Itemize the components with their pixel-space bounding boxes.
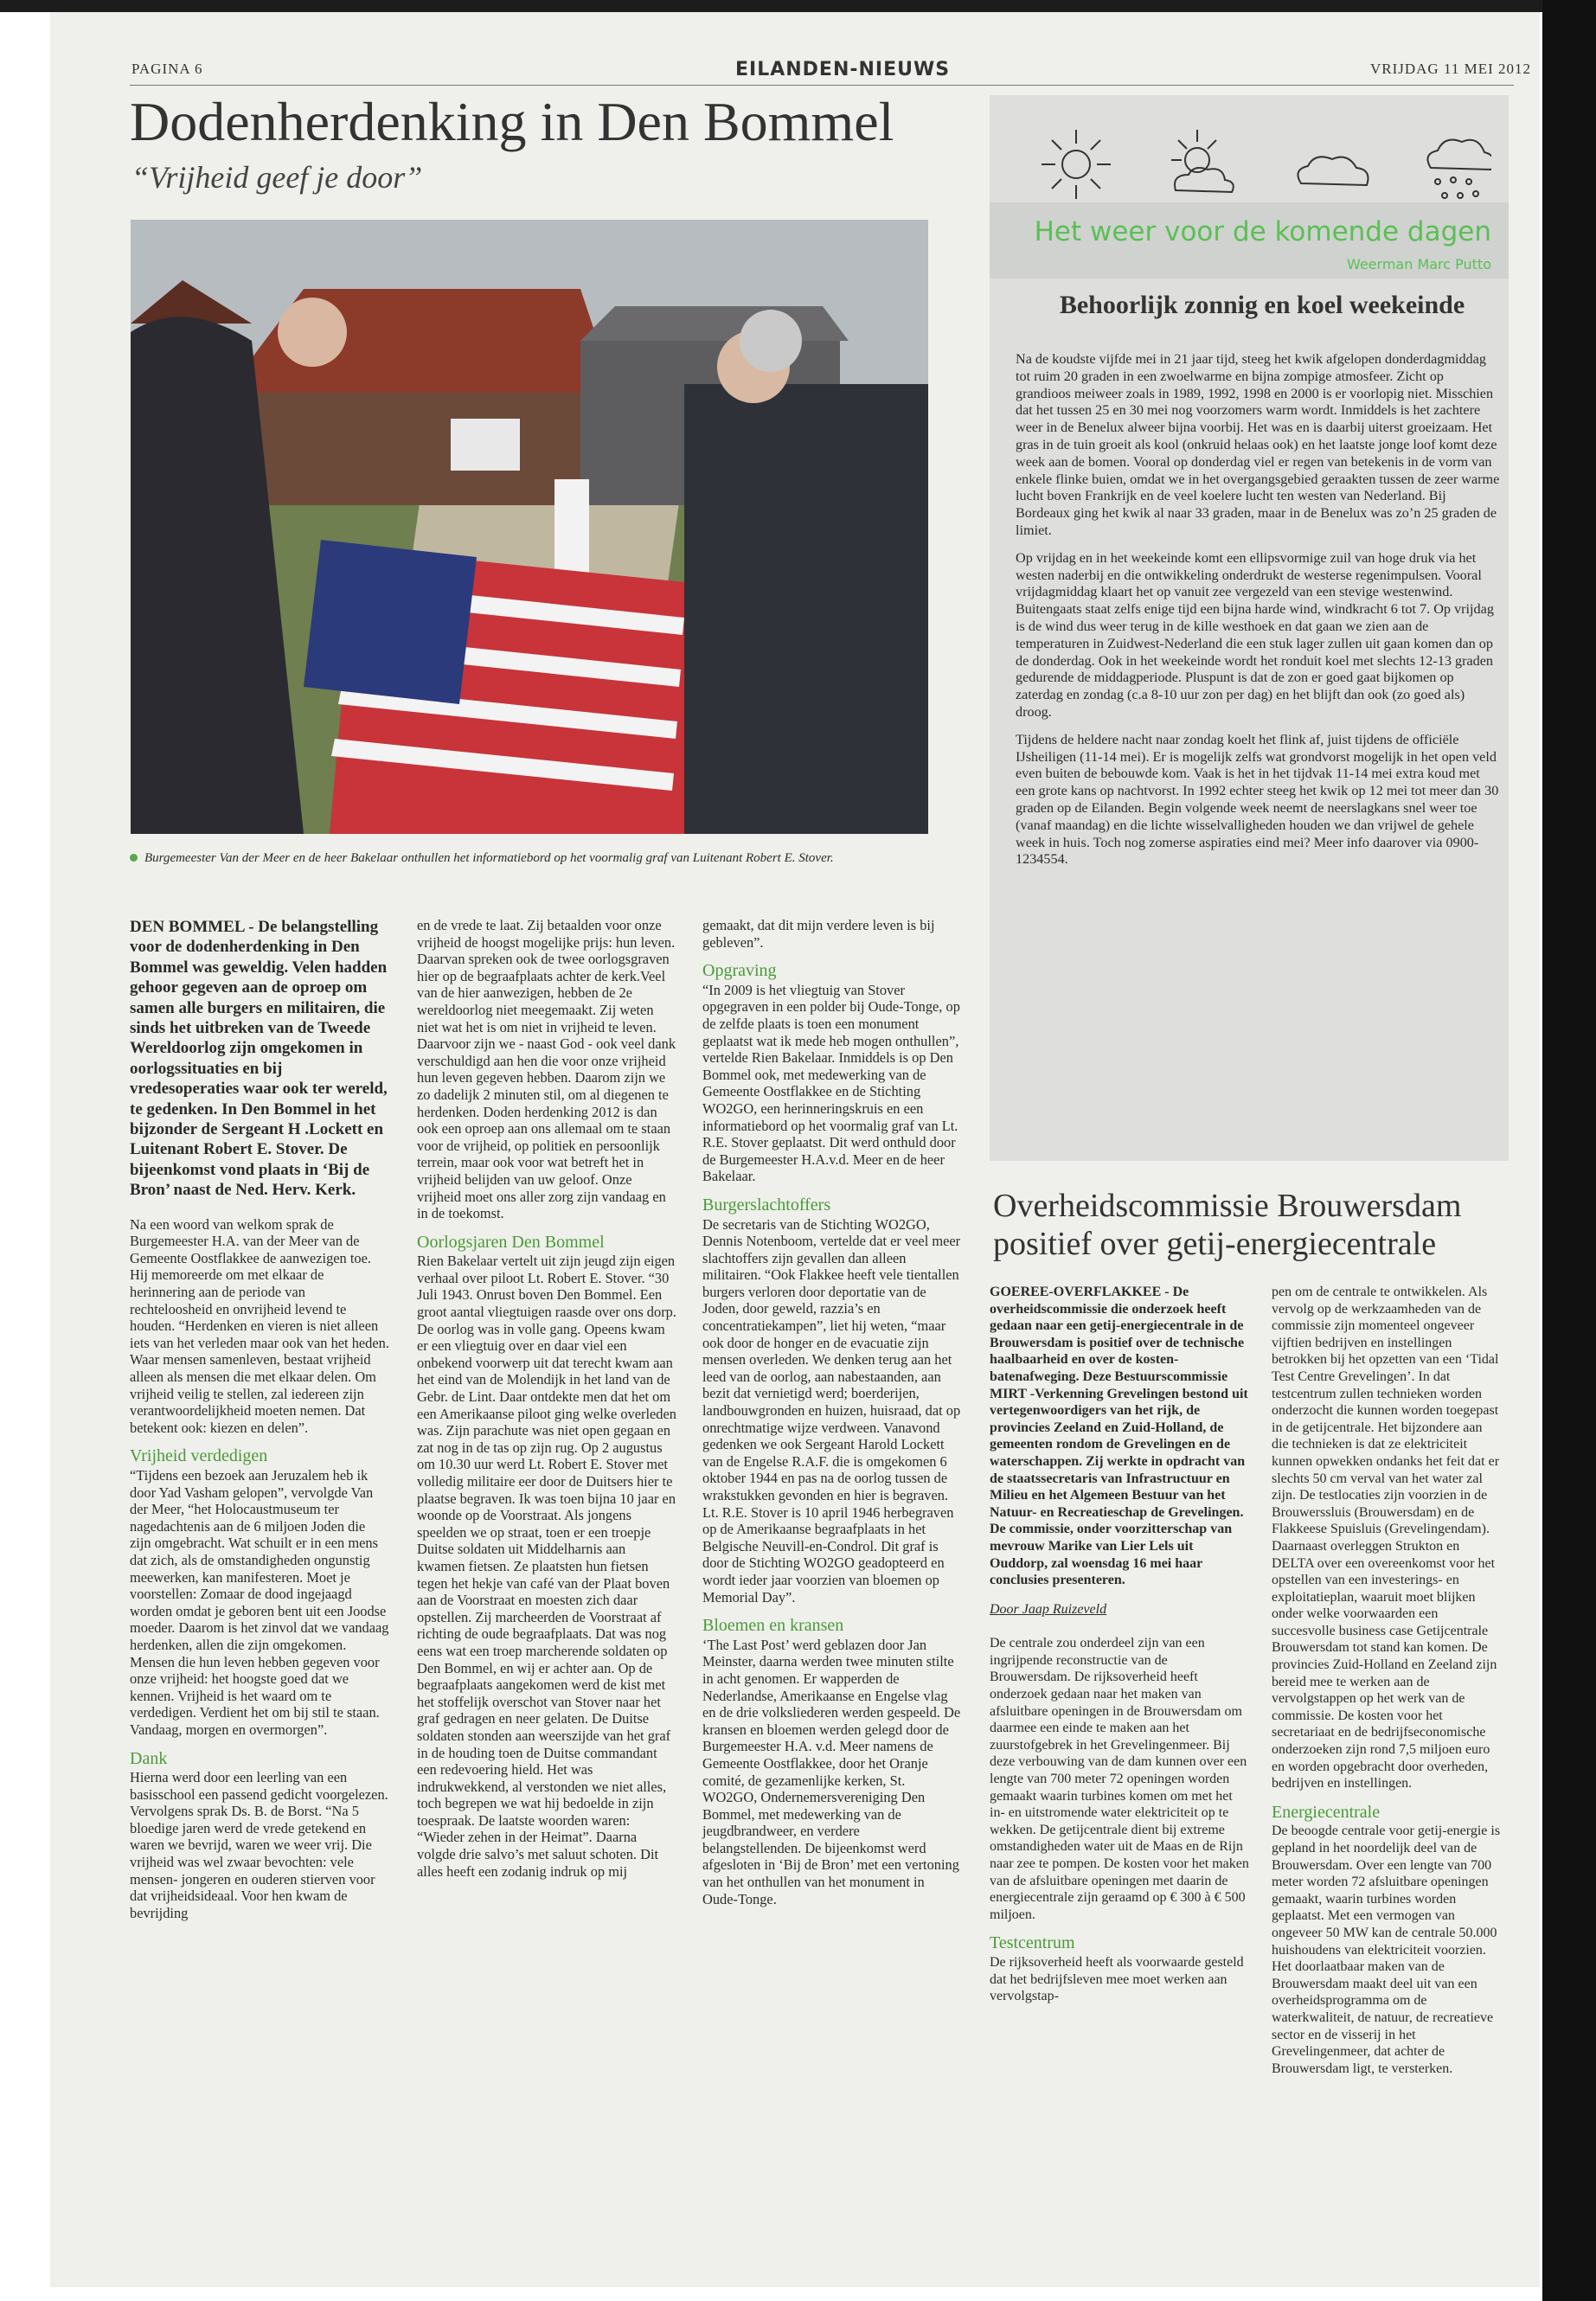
paragraph: en de vrede te laat. Zij betaalden voor onze vrijheid de hoogst mogelijke prijs: hun leven. Daarvan spreken ook de twee oorlogsgraven hier op de begraafplaats achter de kerk.Veel van de hier aanwezigen, hebben de 2e wereldoorlog niet meegemaakt. Zij weten niet wat het is om niet in vrijheid te leven. Daarvoor zijn we - naast God - ook veel dank verschuldigd aan hen die voor onze vrijheid hun leven gegeven hebben. Daarom zijn we zo dadelijk 2 minuten stil, om al diegenen te herdenken. Doden herdenking 2012 is dan ook een oproep aan ons allemaal om te staan voor de vrijheid, op politiek en persoonlijk terrein, maar ook voor wat betreft het in vrijheid belijden van uw geloof. Onze vrijheid moet ons aller zorg zijn vandaag en in de toekomst.	[417, 917, 676, 1222]
subheading: Testcentrum	[990, 1933, 1075, 1953]
article-column	[1272, 1284, 1502, 2077]
article-lead: GOEREE-OVERFLAKKEE - De overheidscommissie die onderzoek heeft gedaan naar een getij-energiecentrale in de Brouwersdam is positief over de technische haalbaarheid en over de kosten-batenafweging. Deze Bestuurscommissie MIRT -Verkenning Grevelingen bestond uit vertegenwoordigers van het rijk, de provincies Zeeland en Zuid-Holland, de gemeenten rondom de Grevelingen en de waterschappen. Zij werkte in opdracht van de staatssecretaris van Infrastructuur en Milieu en het Algemeen Bestuur van het Natuur- en Recreatieschap de Grevelingen. De commissie, onder voorzitterschap van mevrouw Marike van Lier Lels uit Ouddorp, zal woensdag 16 mei haar conclusies presenteren.	[990, 1285, 1248, 1588]
caption-text: Burgemeester Van der Meer en de heer Bakelaar onthullen het informatiebord op het voormalig graf van Luitenant Robert E. Stover.	[144, 851, 834, 865]
byline: Door Jaap Ruizeveld	[990, 1601, 1107, 1617]
subheading: Opgraving	[702, 961, 777, 981]
article-column	[130, 917, 389, 1921]
photo-caption	[130, 849, 934, 867]
paragraph: Na een woord van welkom sprak de Burgemeester H.A. van der Meer van de Gemeente Oostflakkee de aanwezigen toe. Hij memoreerde om met elkaar de herinnering aan de periode van rechteloosheid en onvrijheid levend te houden. “Herdenken en vieren is niet alleen iets van het verleden maar ook van het heden. Waar mensen samenleven, bestaat vrijheid alleen als mensen die met elkaar delen. Om vrijheid veilig te stellen, zal iedereen zijn verantwoordelijkheid moeten nemen. Dat betekent ook: kiezen en delen”.	[130, 1215, 389, 1436]
scan-border	[1542, 0, 1596, 2301]
article-subtitle: “Vrijheid geef je door”	[131, 160, 423, 195]
paragraph: Rien Bakelaar vertelt uit zijn jeugd zijn eigen verhaal over piloot Lt. Robert E. Stover. “30 Juli 1943. Onrust boven Den Bommel. Een groot aantal vliegtuigen raasde over ons dorp. De oorlog was in volle gang. Opeens kwam er een vliegtuig over en daar viel een onbekend voorwerp uit dat terecht kwam aan het eind van de Molendijk in het land van de Gebr. de Lint. Daar ontdekte men dat het om een Amerikaanse piloot ging welke overleden was. Zijn parachute was niet open gegaan en zat nog in de tas op zijn rug. Op 2 augustus om 10.30 uur werd Lt. Robert E. Stover met volledig militaire eer door de Duitsers hier te plaatse begraven. Ik was toen bijna 10 jaar en woonde op de Voorstraat. Als jongens speelden we op straat, toen er een troepje Duitse soldaten uit Middelharnis aan kwamen fietsen. Ze plaatsten hun fietsen tegen het hekje van café van der Plaat boven aan de Voorstraat en moesten zich daar opstellen. Zij marcheerden de Voorstraat af richting de oude begraafplaats. Dat was nog eens wat een troep marcherende soldaten op Den Bommel, en wij er achter aan. Op de begraafplaats aangekomen werd de kist met het stoffelijk overschot van Stover naar het graf gedragen en neer gelaten. De Duitse soldaten stonden aan weerszijde van het graf in de houding toen de Duitse commandant een redevoering hield. Het was indrukwekkend, al verstonden we niet alles, toch begrepen we wat hij bedoelde in zijn toespraak. De laatste woorden waren: “Wieder zehen in der Heimat”. Daarna volgde drie salvo’s met saluut schoten. Dit alles heeft een zodanig indruk op mij	[417, 1253, 676, 1880]
article-title: Dodenherdenking in Den Bommel	[130, 91, 894, 152]
masthead: EILANDEN-NIEUWS	[735, 59, 951, 80]
subheading: Burgerslachtoffers	[702, 1195, 831, 1215]
weather-box	[990, 95, 1509, 1161]
weather-body	[1016, 351, 1500, 879]
paragraph: gemaakt, dat dit mijn verdere leven is bij gebleven”.	[702, 917, 935, 951]
paragraph: ‘The Last Post’ werd geblazen door Jan Meinster, daarna werden twee minuten stilte in acht genomen. Er wapperden de Nederlandse, Amerikaanse en Engelse vlag en de drie volksliederen werden gespeeld. De kransen en bloemen werden gelegd door de Burgemeester H.A. v.d. Meer namens de Gemeente Oostflakkee, door het Oranje comité, de gezamenlijke kerken, St. WO2GO, Ondernemersvereniging Den Bommel, met medewerking van de jeugdbrandweer, en verdere belangstellenden. De bijeenkomst werd afgesloten in ‘Bij de Bron’ met een vertoning van het onthullen van het monument in Oude-Tonge.	[702, 1636, 961, 1907]
paragraph: Op vrijdag en in het weekeinde komt een ellipsvormige zuil van hoge druk via het westen naderbij en die ontwikkeling onderdrukt de westerse regenimpulsen. Vooral vrijdagmiddag klaart het op vanuit zee vergezeld van een stevige westenwind. Buitengaats staat zelfs enige tijd een bijna harde wind, windkracht 6 tot 7. Op vrijdag is de wind dus weer terug in de kille westhoek en dat gaan we zien aan de temperaturen in Zuidwest-Nederland die een stuk lager zullen uit gaan komen dan op de donderdag. Ook in het weekeinde wordt het ronduit koel met slechts 12-13 graden gedurende de middagperiode. Pluspunt is dat de zon er goed gaat bijkomen op zaterdag en zondag (c.a 8-10 uur zon per dag) en het blijft dan ook (zo goed als) droog.	[1016, 549, 1494, 720]
cloud-icon	[1298, 157, 1368, 185]
paragraph: “In 2009 is het vliegtuig van Stover opgegraven in een polder bij Oude-Tonge, op de zelfde plaats is toen een monument geplaatst wat ik mede heb mogen onthullen”, vertelde Rien Bakelaar. Inmiddels is op Den Bommel ook, met medewerking van de Gemeente Oostflakkee en de Stichting WO2GO, een herinneringskruis en een informatiebord op het voormalig graf van Lt. R.E. Stover geplaatst. Dit werd onthuld door de Burgemeester H.A.v.d. Meer en de heer Bakelaar.	[702, 981, 960, 1185]
paragraph: Hierna werd door een leerling van een basisschool een passend gedicht voorgelezen. Vervolgens sprak Ds. B. de Borst. “Na 5 bloedige jaren werd de vrede getekend en waren we bevrijd, waren we weer vrij. Die vrijheid was wel zwaar bevochten: vele mensen- jongeren en ouderen stierven voor dat vrijheidsideaal. Voor hen kwam de bevrijding	[130, 1769, 388, 1921]
page-header	[78, 59, 1531, 87]
subheading: Oorlogsjaren Den Bommel	[417, 1232, 605, 1252]
weather-author: Weerman Marc Putto	[1346, 256, 1491, 272]
paragraph: De centrale zou onderdeel zijn van een ingrijpende reconstructie van de Brouwersdam. De rijksoverheid heeft onderzoek gedaan naar het maken van afsluitbare openingen in de Brouwersdam om daarmee een einde te maken aan het zuurstofgebrek in het Grevelingenmeer. Bij deze verbouwing van de dam kunnen over een lengte van 700 meter 72 openingen worden gemaakt waarin turbines komen om met het in- en uitstromende water elektriciteit op te wekken. De getijcentrale dient bij extreme omstandigheden water uit de Maas en de Rijn naar zee te pompen. De kosten voor het maken van de afsluitbare openingen met daarin de energiecentrale zijn geraamd op € 300 à € 500 miljoen.	[990, 1636, 1249, 1922]
article-column	[990, 1284, 1249, 2005]
article-title: Overheidscommissie Brouwersdam positief over getij-energiecentrale	[993, 1188, 1462, 1262]
bullet-icon	[130, 854, 138, 862]
paragraph: De secretaris van de Stichting WO2GO, Dennis Notenboom, vertelde dat er veel meer slachtoffers zijn gevallen dan alleen militairen. “Ook Flakkee heeft vele tientallen burgers verloren door deportatie van de Joden, door geweld, razzia’s en concentratiekampen”, liet hij weten, “maar ook door de honger en de evacuatie zijn mensen overleden. We denken terug aan het leed van de oorlog, aan nabestaanden, aan bezit dat vernietigd werd; boerderijen, landbouwgronden en huizen, huisraad, dat op onrechtmatige wijze verdween. Vanavond gedenken we ook Sergeant Harold Lockett van de Engelse R.A.F. die is omgekomen 6 oktober 1944 en pas na de oorlog tussen de wrakstukken gevonden en hier is begraven. Lt. R.E. Stover is 10 april 1946 herbegraven op de Amerikaanse begraafplaats in het Belgische Neuvill-en-Condrol. Dit graf is door de Stichting WO2GO geadopteerd en wordt ieder jaar voorzien van bloemen op Memorial Day”.	[702, 1215, 961, 1606]
article-lead: DEN BOMMEL - De belangstelling voor de dodenherdenking in Den Bommel was geweldig. Velen hadden gehoor gegeven aan de oproep om samen alle burgers en militairen, die sinds het uitbreken van de Tweede Wereldoorlog zijn omgekomen in oorlogssituaties en bij vredesoperaties waar ook ter wereld, te gedenken. In Den Bommel in het bijzonder de Sergeant H .Lockett en Luitenant Robert E. Stover. De bijeenkomst vond plaats in ‘Bij de Bron’ naast de Ned. Herv. Kerk.	[130, 918, 388, 1200]
article-column	[702, 917, 962, 1907]
scan-border	[0, 0, 1596, 12]
paragraph: De beoogde centrale voor getij-energie is gepland in het noordelijk deel van de Brouwersdam. Over een lengte van 700 meter worden 72 afsluitbare openingen gemaakt, waarin turbines worden geplaatst. Met een vermogen van ongeveer 50 MW kan de centrale 50.000 huishoudens van elektriciteit voorzien. Het doorlaatbaar maken van de Brouwersdam maakt deel uit van een overheidsprogramma om de waterkwaliteit, de natuur, de recreatieve sector en de visserij in het Grevelingenmeer, dat achter de Brouwersdam ligt, te versterken.	[1272, 1823, 1501, 2076]
subheading: Vrijheid verdedigen	[130, 1446, 268, 1466]
weather-title: Het weer voor de komende dagen	[1034, 216, 1491, 247]
page-number: PAGINA 6	[131, 61, 203, 77]
issue-date: VRIJDAG 11 MEI 2012	[1369, 61, 1531, 77]
header-rule	[130, 85, 1514, 86]
subheading: Energiecentrale	[1272, 1802, 1381, 1822]
paragraph: Na de koudste vijfde mei in 21 jaar tijd, steeg het kwik afgelopen donderdagmiddag tot ruim 20 graden in een zwoelwarme en bijna zompige atmosfeer. Zicht op grandioos meiweer zoals in 1989, 1992, 1998 en 2000 is er voorlopig niet. Misschien dat het tussen 25 en 30 mei nog voorzomers warm wordt. Inmiddels is het zachtere weer in de Benelux alweer bijna voorbij. Het was en is daarbij uiterst groeizaam. Het gras in de tuin groeit als kool (onkruid helaas ook) en het laatste jonge loof komt deze week aan de bomen. Vooral op donderdag viel er regen van betekenis in de vorm van enkele flinke buien, omdat we in het overgangsgebied geraakten tussen de zeer warme lucht boven Frankrijk en de veel koelere lucht ten westen van Nederland. Bij Bordeaux ging het kwik al naar 33 graden, maar in de Benelux was zo’n 25 graden de limiet.	[1016, 351, 1500, 538]
rain-cloud-icon	[1427, 140, 1491, 198]
weather-headline: Behoorlijk zonnig en koel weekeinde	[1059, 291, 1465, 319]
article-photo	[131, 220, 928, 834]
paragraph: De rijksoverheid heeft als voorwaarde gesteld dat het bedrijfsleven mee moet werken aan vervolgstap-	[990, 1954, 1244, 2004]
sun-icon	[1042, 130, 1111, 199]
weather-icons	[1024, 121, 1491, 208]
paragraph: Tijdens de heldere nacht naar zondag koelt het flink af, juist tijdens de officiële IJsheiligen (11-14 mei). Er is mogelijk zelfs wat grondvorst mogelijk in het open veld even buiten de bebouwde kom. Vaak is het in het tijdvak 11-14 mei extra koud met een grote kans op nachtvorst. In 1992 echter steeg het kwik op 12 mei tot meer dan 30 graden op de Eilanden. Begin volgende week neemt de neerslagkans snel weer toe (vanaf maandag) en die lichte wisselvalligheden houden we dan vrijwel de gehele week in huis. Toch nog zomerse aspiraties eind mei? Meer info daarover via 0900-1234554.	[1016, 731, 1499, 868]
sun-cloud-icon	[1171, 130, 1234, 192]
paragraph: pen om de centrale te ontwikkelen. Als vervolg op de werkzaamheden van de commissie zijn momenteel ongeveer vijftien bedrijven en instellingen betrokken bij het opzetten van een ‘Tidal Test Centre Grevelingen’. In dat testcentrum zullen technieken worden onderzocht die kunnen worden toegepast in de getijcentrale. Het bijzondere aan die technieken is dat ze elektriciteit kunnen opwekken ondanks het feit dat er slechts 50 cm verval van het water zal zijn. De testlocaties zijn voorzien in de Brouwerssluis (Brouwersdam) en de Flakkeese Spuisluis (Grevelingendam). Daarnaast overleggen Strukton en DELTA over een overeenkomst voor het opstellen van een investerings- en exploitatieplan, waaruit moet blijken onder welke voorwaarden een succesvolle business case Getijcentrale Brouwersdam tot stand kan komen. De provincies Zuid-Holland en Zeeland zijn bereid mee te werken aan de vervolgstappen op het werk van de commissie. De kosten voor het secretariaat en de bedrijfseconomische onderzoeken zijn rond 7,5 miljoen euro en worden opgebracht door overheden, bedrijven en instellingen.	[1272, 1285, 1500, 1791]
paragraph: “Tijdens een bezoek aan Jeruzalem heb ik door Yad Vasham gelopen”, vervolgde Van der Meer, “het Holocaustmuseum ter nagedachtenis aan de 6 miljoen Joden die zijn omgebracht. Wat schuilt er in een mens dat zich, als de omstandigheden ongunstig meewerken, kan manifesteren. Moet je voorstellen: Zomaar de dood ingejaagd worden omdat je geboren bent uit een Joodse moeder. Daarom is het zinvol dat we vandaag herdenken, allen die zijn omgekomen. Mensen die hun leven hebben gegeven voor onze vrijheid: het hoogste goed dat we kennen. Vrijheid is het waard om te verdedigen. Verdient het om bij stil te staan. Vandaag, morgen en overmorgen”.	[130, 1467, 389, 1738]
article-column	[417, 917, 676, 1880]
subheading: Dank	[130, 1748, 168, 1768]
subheading: Bloemen en kransen	[702, 1616, 844, 1636]
